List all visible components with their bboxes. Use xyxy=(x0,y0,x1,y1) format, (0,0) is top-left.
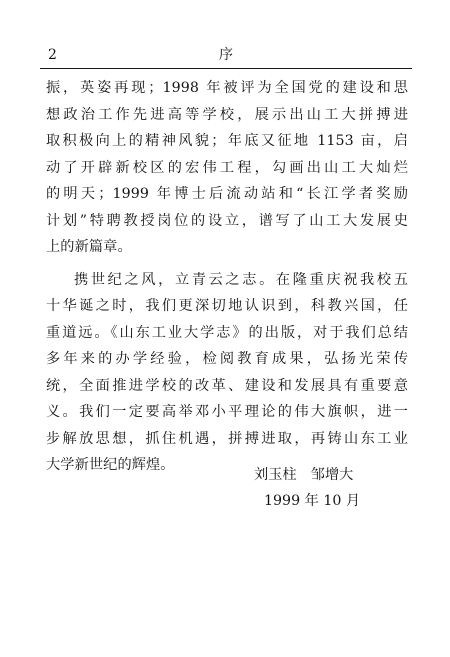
paragraph-line: 的明天；1999 年博士后流动站和“长江学者奖励 xyxy=(46,186,408,202)
paragraph-line: 步解放思想，抓住机遇，拼搏进取，再铸山东工业 xyxy=(46,430,408,447)
paragraph-line: 携世纪之风，立青云之志。在隆重庆祝我校五 xyxy=(74,271,408,288)
paragraph-line: 统，全面推进学校的改革、建设和发展具有重要意 xyxy=(46,377,408,394)
page-number: 2 xyxy=(48,47,57,63)
paragraph-line: 十华诞之时，我们更深切地认识到，科教兴国，任 xyxy=(46,298,408,314)
paragraph-line: 取积极向上的精神风貌；年底又征地 1153 亩，启 xyxy=(46,133,408,149)
signature-authors: 刘玉柱 邹增大 xyxy=(254,467,354,483)
paragraph-1 xyxy=(46,75,408,261)
running-title: 序 xyxy=(219,47,233,63)
paragraph-line: 重道远。《山东工业大学志》的出版，对于我们总结 xyxy=(46,324,408,341)
paragraph-line: 上的新篇章。 xyxy=(46,239,132,255)
paragraph-2 xyxy=(46,267,408,479)
paragraph-line: 振，英姿再现；1998 年被评为全国党的建设和思 xyxy=(46,80,408,96)
body-text xyxy=(46,75,408,479)
paragraph-line: 大学新世纪的辉煌。 xyxy=(46,457,175,473)
page-header xyxy=(40,46,412,66)
paragraph-line: 动了开辟新校区的宏伟工程，勾画出山工大灿烂 xyxy=(46,159,408,176)
signature-block xyxy=(254,462,414,514)
signature-date: 1999 年 10 月 xyxy=(264,493,361,509)
paragraph-line: 计划”特聘教授岗位的设立，谱写了山工大发展史 xyxy=(46,212,408,229)
header-rule xyxy=(40,68,412,69)
paragraph-line: 想政治工作先进高等学校，展示出山工大拼搏进 xyxy=(46,106,408,123)
paragraph-line: 多年来的办学经验，检阅教育成果，弘扬光荣传 xyxy=(46,351,408,367)
paragraph-line: 义。我们一定要高举邓小平理论的伟大旗帜，进一 xyxy=(46,404,408,420)
